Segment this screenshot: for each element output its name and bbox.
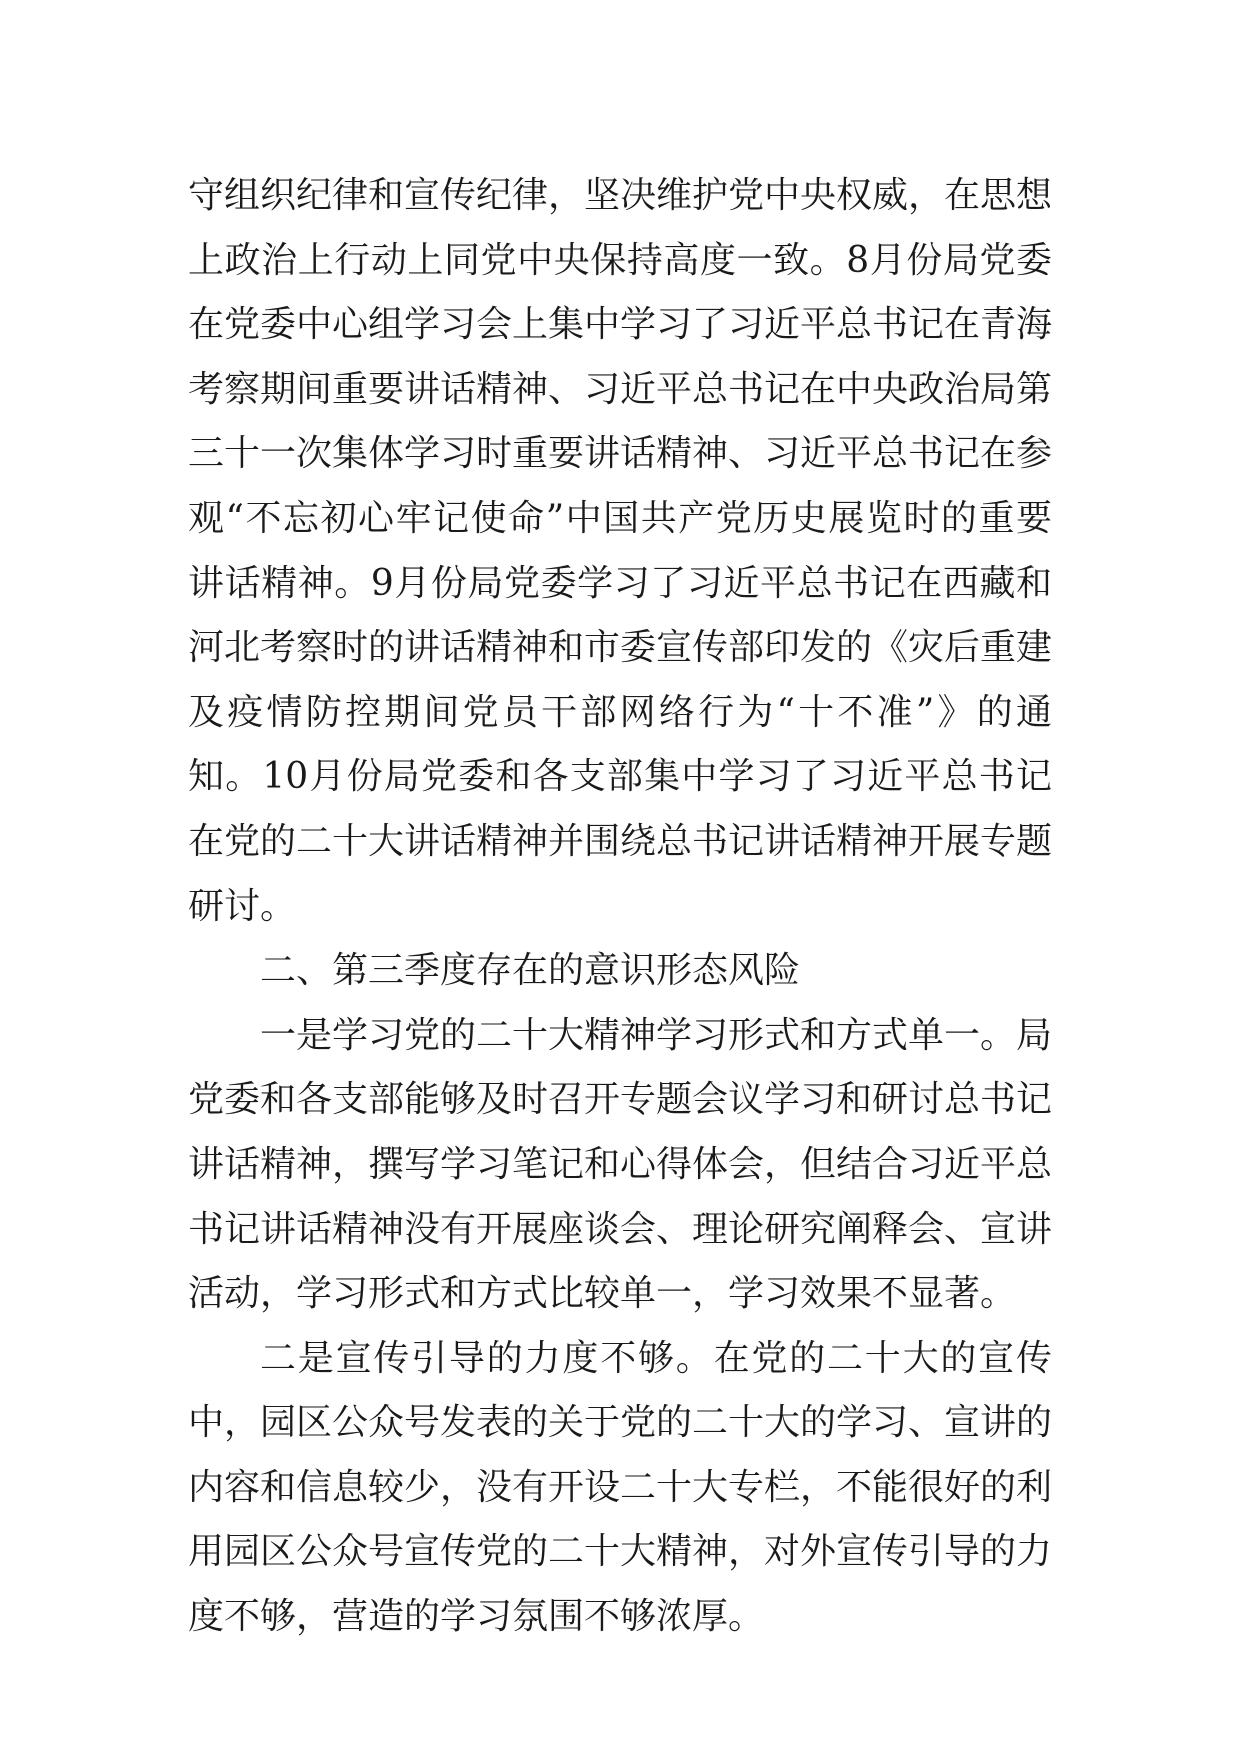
paragraph-study-summary: 守组织纪律和宣传纪律，坚决维护党中央权威，在思想上政治上行动上同党中央保持高度一致。8月份局党委在党委中心组学习会上集中学习了习近平总书记在青海考察期间重要讲话精神、习近平总书记在中央政治局第三十一次集体学习时重要讲话精神、习近平总书记在参观“不忘初心牢记使命”中国共产党历史展览时的重要讲话精神。9月份局党委学习了习近平总书记在西藏和河北考察时的讲话精神和市委宣传部印发的《灾后重建及疫情防控期间党员干部网络行为“十不准”》的通知。10月份局党委和各支部集中学习了习近平总书记在党的二十大讲话精神并围绕总书记讲话精神开展专题研讨。 <box>188 175 1053 927</box>
paragraph-risk-two: 二是宣传引导的力度不够。在党的二十大的宣传中，园区公众号发表的关于党的二十大的学习、宣讲的内容和信息较少，没有开设二十大专栏，不能很好的利用园区公众号宣传党的二十大精神，对外宣传引导的力度不够，营造的学习氛围不够浓厚。 <box>188 1337 1053 1638</box>
paragraph-risk-one: 一是学习党的二十大精神学习形式和方式单一。局党委和各支部能够及时召开专题会议学习和研讨总书记讲话精神，撰写学习笔记和心得体会，但结合习近平总书记讲话精神没有开展座谈会、理论研究阐释会、宣讲活动，学习形式和方式比较单一，学习效果不显著。 <box>188 1014 1053 1315</box>
document-body <box>188 164 1052 1650</box>
section-heading-risks: 二、第三季度存在的意识形态风险 <box>260 950 801 992</box>
